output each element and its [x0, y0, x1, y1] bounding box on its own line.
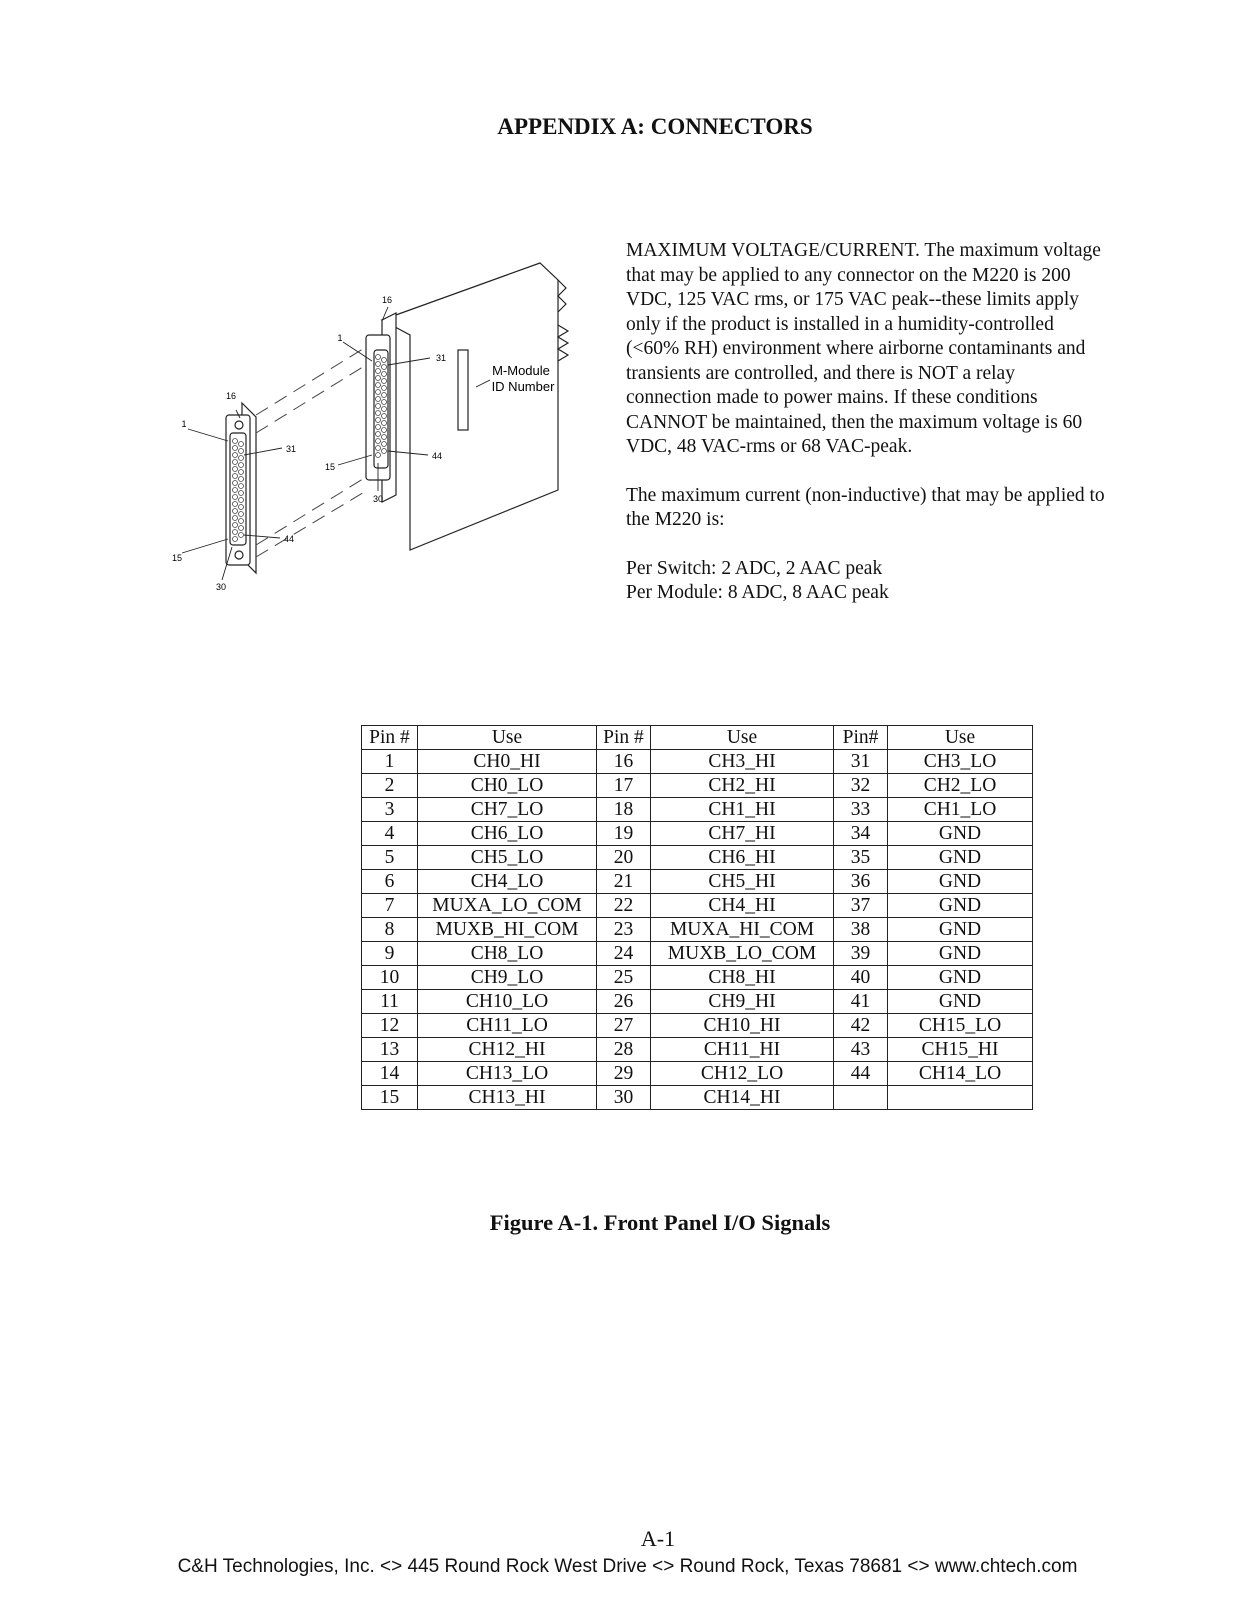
column-header: Pin #: [362, 726, 418, 750]
pin-number-cell: 16: [597, 750, 651, 774]
pin-use-cell: CH2_HI: [651, 774, 834, 798]
column-header: Pin #: [597, 726, 651, 750]
pin-number-cell: 31: [834, 750, 888, 774]
pin-use-cell: CH11_HI: [651, 1038, 834, 1062]
pin-use-cell: CH0_LO: [418, 774, 597, 798]
connector-drawing: [160, 255, 610, 600]
pin-number-cell: 9: [362, 942, 418, 966]
pin-number-cell: 10: [362, 966, 418, 990]
pin-number-cell: 8: [362, 918, 418, 942]
voltage-line: connection made to power mains. If these conditions: [626, 387, 1038, 408]
diagram-pin-16-rear: 16: [381, 295, 393, 305]
column-header: Use: [888, 726, 1033, 750]
diagram-pin-30-rear: 30: [372, 494, 384, 504]
pin-number-cell: 11: [362, 990, 418, 1014]
pin-number-cell: 13: [362, 1038, 418, 1062]
pin-use-cell: GND: [888, 990, 1033, 1014]
pin-number-cell: [834, 1086, 888, 1110]
pin-number-cell: 3: [362, 798, 418, 822]
table-row: [362, 990, 1033, 1014]
pin-use-cell: CH1_HI: [651, 798, 834, 822]
column-header: Pin#: [834, 726, 888, 750]
pin-use-cell: CH14_LO: [888, 1062, 1033, 1086]
diagram-pin-44-front: 44: [284, 534, 295, 544]
max-ratings-text: [626, 239, 1142, 630]
pin-use-cell: GND: [888, 966, 1033, 990]
diagram-pin-16-front: 16: [225, 391, 237, 401]
pin-use-cell: CH6_HI: [651, 846, 834, 870]
pin-use-cell: CH9_LO: [418, 966, 597, 990]
pin-number-cell: 1: [362, 750, 418, 774]
pin-use-cell: CH4_LO: [418, 870, 597, 894]
pin-use-cell: CH15_LO: [888, 1014, 1033, 1038]
table-row: [362, 1086, 1033, 1110]
diagram-pin-1-front: 1: [181, 419, 187, 429]
pin-use-cell: CH1_LO: [888, 798, 1033, 822]
pin-number-cell: 2: [362, 774, 418, 798]
pin-use-cell: CH7_LO: [418, 798, 597, 822]
diagram-pin-1-rear: 1: [337, 333, 343, 343]
diagram-pin-15-rear: 15: [324, 462, 336, 472]
page-footer: C&H Technologies, Inc. <> 445 Round Rock West Drive <> Round Rock, Texas 78681 <> www.chtech.com: [177, 1556, 1078, 1577]
pin-number-cell: 42: [834, 1014, 888, 1038]
pin-number-cell: 6: [362, 870, 418, 894]
pin-use-cell: MUXA_HI_COM: [651, 918, 834, 942]
pin-number-cell: 44: [834, 1062, 888, 1086]
pin-number-cell: 43: [834, 1038, 888, 1062]
table-row: [362, 966, 1033, 990]
pin-use-cell: [888, 1086, 1033, 1110]
pin-number-cell: 32: [834, 774, 888, 798]
diagram-label-line2: ID Number: [491, 379, 555, 394]
pin-use-cell: CH10_LO: [418, 990, 597, 1014]
table-row: [362, 942, 1033, 966]
pin-use-cell: GND: [888, 822, 1033, 846]
per-module-limit: Per Module: 8 ADC, 8 AAC peak: [626, 582, 889, 603]
pin-number-cell: 29: [597, 1062, 651, 1086]
voltage-line: VDC, 125 VAC rms, or 175 VAC peak--these limits apply: [626, 289, 1080, 310]
pin-use-cell: CH13_HI: [418, 1086, 597, 1110]
pin-use-cell: CH14_HI: [651, 1086, 834, 1110]
pin-number-cell: 39: [834, 942, 888, 966]
pin-use-cell: CH4_HI: [651, 894, 834, 918]
diagram-pin-31-rear: 31: [436, 353, 447, 363]
pin-use-cell: CH7_HI: [651, 822, 834, 846]
pin-number-cell: 12: [362, 1014, 418, 1038]
pin-use-cell: CH6_LO: [418, 822, 597, 846]
pin-use-cell: GND: [888, 942, 1033, 966]
table-row: [362, 846, 1033, 870]
table-row: [362, 774, 1033, 798]
pin-use-cell: CH5_HI: [651, 870, 834, 894]
pin-use-cell: CH8_LO: [418, 942, 597, 966]
pin-use-cell: MUXA_LO_COM: [418, 894, 597, 918]
table-row: [362, 750, 1033, 774]
pin-use-cell: CH12_HI: [418, 1038, 597, 1062]
pin-use-cell: CH10_HI: [651, 1014, 834, 1038]
table-row: [362, 1038, 1033, 1062]
pin-number-cell: 36: [834, 870, 888, 894]
pin-use-cell: CH3_HI: [651, 750, 834, 774]
connector-diagram: [160, 255, 610, 600]
pin-number-cell: 30: [597, 1086, 651, 1110]
page-number: A-1: [640, 1526, 676, 1551]
pin-number-cell: 15: [362, 1086, 418, 1110]
column-header: Use: [418, 726, 597, 750]
pin-use-cell: GND: [888, 894, 1033, 918]
voltage-paragraph: [626, 239, 1142, 460]
pin-use-cell: GND: [888, 918, 1033, 942]
diagram-pin-31-front: 31: [286, 444, 297, 454]
voltage-line: only if the product is installed in a humidity-controlled: [626, 313, 1054, 335]
voltage-line: CANNOT be maintained, then the maximum voltage is 60: [626, 411, 1083, 433]
page-title: APPENDIX A: CONNECTORS: [497, 114, 813, 139]
pin-use-cell: GND: [888, 846, 1033, 870]
table-row: [362, 870, 1033, 894]
pin-number-cell: 25: [597, 966, 651, 990]
pin-number-cell: 41: [834, 990, 888, 1014]
pin-number-cell: 27: [597, 1014, 651, 1038]
pin-number-cell: 35: [834, 846, 888, 870]
figure-caption: Figure A-1. Front Panel I/O Signals: [489, 1210, 831, 1235]
table-row: [362, 798, 1033, 822]
pin-number-cell: 28: [597, 1038, 651, 1062]
pin-number-cell: 7: [362, 894, 418, 918]
voltage-line: MAXIMUM VOLTAGE/CURRENT. The maximum voltage: [626, 240, 1101, 261]
diagram-label-line1: M-Module: [492, 363, 550, 378]
table-row: [362, 1062, 1033, 1086]
pin-number-cell: 19: [597, 822, 651, 846]
pin-number-cell: 18: [597, 798, 651, 822]
pin-use-cell: CH12_LO: [651, 1062, 834, 1086]
current-line: The maximum current (non-inductive) that may be applied to: [626, 484, 1105, 506]
pin-number-cell: 24: [597, 942, 651, 966]
current-paragraph: [626, 484, 1142, 533]
pin-use-cell: GND: [888, 870, 1033, 894]
pin-number-cell: 5: [362, 846, 418, 870]
column-header: Use: [651, 726, 834, 750]
current-line: the M220 is:: [626, 509, 725, 530]
voltage-line: VDC, 48 VAC-rms or 68 VAC-peak.: [626, 436, 913, 457]
pin-number-cell: 4: [362, 822, 418, 846]
pin-use-cell: CH5_LO: [418, 846, 597, 870]
pin-use-cell: CH3_LO: [888, 750, 1033, 774]
pin-number-cell: 17: [597, 774, 651, 798]
diagram-pin-30-front: 30: [215, 582, 227, 592]
table-header-row: [362, 726, 1033, 750]
pin-use-cell: CH15_HI: [888, 1038, 1033, 1062]
current-limits: [626, 557, 1142, 606]
table-row: [362, 894, 1033, 918]
voltage-line: (<60% RH) environment where airborne contaminants and: [626, 338, 1086, 359]
pin-number-cell: 38: [834, 918, 888, 942]
pin-number-cell: 20: [597, 846, 651, 870]
pin-use-cell: CH9_HI: [651, 990, 834, 1014]
pin-number-cell: 34: [834, 822, 888, 846]
pin-use-cell: MUXB_HI_COM: [418, 918, 597, 942]
pin-use-cell: CH11_LO: [418, 1014, 597, 1038]
pin-use-cell: CH13_LO: [418, 1062, 597, 1086]
table-row: [362, 1014, 1033, 1038]
pin-number-cell: 26: [597, 990, 651, 1014]
pin-number-cell: 21: [597, 870, 651, 894]
pin-number-cell: 33: [834, 798, 888, 822]
voltage-line: that may be applied to any connector on the M220 is 200: [626, 264, 1071, 286]
per-switch-limit: Per Switch: 2 ADC, 2 AAC peak: [626, 557, 883, 579]
table-row: [362, 918, 1033, 942]
pin-use-cell: CH0_HI: [418, 750, 597, 774]
pin-use-cell: MUXB_LO_COM: [651, 942, 834, 966]
pin-table: [361, 725, 1033, 1110]
diagram-pin-15-front: 15: [171, 553, 183, 563]
pin-number-cell: 37: [834, 894, 888, 918]
pin-use-cell: CH2_LO: [888, 774, 1033, 798]
voltage-line: transients are controlled, and there is NOT a relay: [626, 362, 1015, 384]
table-row: [362, 822, 1033, 846]
pin-number-cell: 40: [834, 966, 888, 990]
pin-number-cell: 23: [597, 918, 651, 942]
diagram-pin-44-rear: 44: [432, 451, 443, 461]
pin-number-cell: 22: [597, 894, 651, 918]
pin-number-cell: 14: [362, 1062, 418, 1086]
pin-use-cell: CH8_HI: [651, 966, 834, 990]
